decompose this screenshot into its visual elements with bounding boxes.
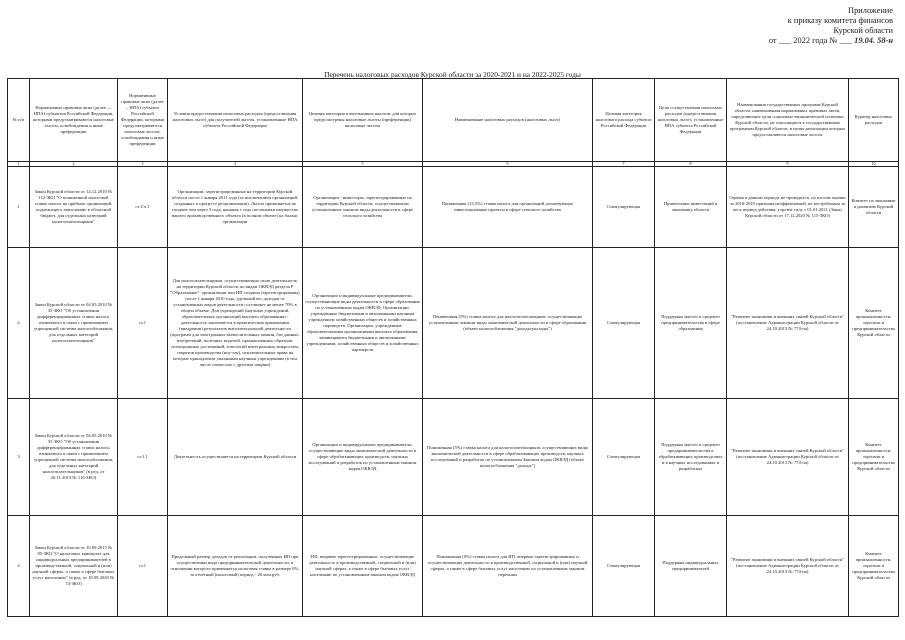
row-article: ст.1	[118, 248, 168, 399]
appendix-title: Приложение	[848, 6, 893, 15]
appendix-block	[673, 6, 893, 46]
row-target-category: Стимулирующая	[593, 248, 655, 399]
row-goal: Привлечение инвестиций в экономику области	[655, 167, 727, 248]
row-npa: Закон Курской области от 04.05.2010 № 35-ЗКО "Об установлении дифференцированных ставок налога, взимаемого в связи с применением упрощенной системы налогообложения, для отдельных категорий налогоплательщиков" (в ред. от 26.11.2015 № 116-ЗКО)	[30, 399, 118, 516]
row-program: Оценка в данном периоде не проводится, по итогам оценки за 2018-2019 признана неэффективной, не востребована за весь период действия, утратит силу с 01.01.2021 (Закон Курской области от 17.12.2020 № 115-ЗКО)	[727, 167, 849, 248]
row-number: 1	[8, 167, 30, 248]
row-program: "Развитие экономики и внешних связей Курской области" (постановление Администрации Курской области от 24.10.2013 № 774-па)	[727, 248, 849, 399]
column-number: 10	[849, 162, 899, 167]
row-npa: Закон Курской области от 10.09.2015 № 85-ЗКО "О налоговых каникулах для индивидуальных предпринимателей в производственной, социальной и (или) научной сферах, а также в сфере бытовых услуг населению" (в ред. от 18.09.2020 № 74-ЗКО)	[30, 516, 118, 617]
tax-expenditure-table	[7, 78, 899, 617]
row-name: Пониженная (13,5%) ставка налога для организаций, реализующих инвестиционные проекты в сфере сельского хозяйства	[423, 167, 593, 248]
row-npa: Закон Курской области от 04.05.2010 № 35-ЗКО "Об установлении дифференцированных ставок налога, взимаемого в связи с применением упрощенной системы налогообложения, для отдельных категорий налогоплательщиков"	[30, 248, 118, 399]
table-row	[8, 167, 899, 248]
column-number: 9	[727, 162, 849, 167]
row-name: Пониженная (5%) ставка налога для налогоплательщиков, осуществляющих виды экономической деятельности в сфере обрабатывающих производств, научных исследований и разработок по установленным Законом кодам ОКВЭД (объект налогообложения "доходы")	[423, 399, 593, 516]
header-cell: Нормативные правовые акты (далее — НПА) субъектов Российской Федерации, которыми предусматриваются налоговые льготы, освобождения и иные преференции	[30, 79, 118, 162]
header-cell: Цели осуществления налоговых расходов (предоставления налоговых льгот), установленные НПА субъекта Российской Федерации	[655, 79, 727, 162]
row-number: 2	[8, 248, 30, 399]
header-cell: Наименование налоговых расходов (налоговых льгот)	[423, 79, 593, 162]
header-cell: Наименования государственных программ Курской области, наименования нормативных правовых актов, определяющих цели социально-экономической политики Курской области, не относящиеся к государственным программам Курской области, в целях реализации которых предоставляются налоговые льготы	[727, 79, 849, 162]
row-article: ст.1/ч.1	[118, 167, 168, 248]
row-target-category: Стимулирующая	[593, 167, 655, 248]
appendix-order: к приказу комитета финансов	[787, 16, 893, 25]
table-row	[8, 516, 899, 617]
column-number: 4	[168, 162, 303, 167]
column-number: 8	[655, 162, 727, 167]
row-curator: Комитет промышленности, торговли и предпринимательства Курской области	[849, 516, 899, 617]
header-cell: № п/п	[8, 79, 30, 162]
row-program: "Развитие экономики и внешних связей Курской области" (постановление Администрации Курской области от 24.10.2013 № 774-па)	[727, 399, 849, 516]
column-number: 3	[118, 162, 168, 167]
row-goal: Поддержка малого и среднего предпринимательства в сфере образования	[655, 248, 727, 399]
row-target-category: Стимулирующая	[593, 399, 655, 516]
table-row	[8, 399, 899, 516]
row-curator: Комитет промышленности, торговли и предпринимательства Курской области	[849, 248, 899, 399]
header-row	[8, 79, 899, 162]
column-number: 5	[303, 162, 423, 167]
row-article: ст.1.1	[118, 399, 168, 516]
row-category: Организации и индивидуальные предприниматели, осуществляющие виды деятельности в сфере образования по установленным кодам ОКВЭД. Организации, учреждённые бюджетными и автономными научным учреждением хозяйственных обществ и хозяйственных партнерств. Организации, учрежденные образовательными организациями высшего образования, являющимися бюджетными и автономными учреждениями, хозяйственных обществ и хозяйственных партнерств	[303, 248, 423, 399]
row-npa: Закон Курской области от 14.12.2010 № 112-ЗКО "О пониженной налоговой ставке налога на прибыль организаций, подлежащего зачислению в областной бюджет, для отдельных категорий налогоплательщиков"	[30, 167, 118, 248]
row-category: Организации и индивидуальные предприниматели, осуществляющие виды экономической деятельности в сфере обрабатывающих производств, научных исследований и разработок по установленным законом кодам ОКВЭД	[303, 399, 423, 516]
document-title: Перечень налоговых расходов Курской области за 2020-2021 и на 2022-2025 годы	[324, 70, 581, 79]
appendix-date-handwritten: 19.04.	[854, 36, 876, 45]
appendix-date-line	[673, 36, 893, 46]
row-name: Пониженная (0%) ставка налога для ИП, впервые зарегистрированных и осуществляющих деятельность в производственной, социальной и (или) научной сферах, а также в сфере бытовых услуг населению по установленным законом перечням	[423, 516, 593, 617]
header-cell: Условия предоставления налоговых расходов (предоставления налоговых льгот) для получателей льготы, установленные НПА субъекта Российской Федерации	[168, 79, 303, 162]
row-conditions: Деятельность осуществляется на территории Курской области	[168, 399, 303, 516]
header-cell: Целевая категория налогового расхода субъекта Российской Федерации	[593, 79, 655, 162]
appendix-date-template: от ___ 2022 года № ___	[768, 36, 853, 45]
header-cell: Целевая категория плательщиков налогов, для которых предусмотрены налоговые льготы (преференции) налоговые льготы	[303, 79, 423, 162]
row-article: ст.1	[118, 516, 168, 617]
row-category: Организации - инвесторы, зарегистрированные на территории Курской области, осуществляющие установленные законом виды деятельности в сфере сельского хозяйства	[303, 167, 423, 248]
row-curator: Комитет по экономике и развитию Курской области	[849, 167, 899, 248]
row-conditions: Предельный размер доходов от реализации, полученных ИП при осуществлении вида предпринимательской деятельности, в отношении которого применяется налоговая ставка в размере 0%, за отчётный (налоговый) период - 20 млн.руб.	[168, 516, 303, 617]
row-target-category: Стимулирующая	[593, 516, 655, 617]
row-conditions: Организации, зарегистрированные на территории Курской области после 1 января 2011 года (за исключением организаций, созданных в процессе реорганизации). Льгота применяется не позднее чем через 3 года, начиная с года постановки имущества вашего производственного объекта (в полном объеме) на баланс организации	[168, 167, 303, 248]
row-number: 3	[8, 399, 30, 516]
row-goal: Поддержка малого и среднего предпринимательства в обрабатывающих производствах и в научных исследованиях и разработках	[655, 399, 727, 516]
column-number: 7	[593, 162, 655, 167]
column-number: 1	[8, 162, 30, 167]
row-number: 4	[8, 516, 30, 617]
appendix-region: Курской области	[833, 26, 893, 35]
row-conditions: Для налогоплательщиков, осуществляющих свою деятельность на территории Курской области по видам ОКВЭД раздела Р "Образование": организации или ИП созданы (зарегистрированы) после 1 января 2010 года, удельный вес доходов от установленных видов деятельности составляет не менее 70% в общем объеме. Для учреждений (научных учреждений, образовательных организаций высшего образования) - деятельность заключается в практическом применении (внедрении) результатов интеллектуальной деятельности (программ для электронных вычислительных машин, баз данных, изобретений, полезных моделей, промышленных образцов, селекционных достижений, топологий интегральных микросхем, секретов производства (ноу-хау), исключительные права на которые принадлежат указанным научным учреждениям (в том числе совместно с другими лицами)	[168, 248, 303, 399]
header-cell: Куратор налоговых расходов	[849, 79, 899, 162]
row-program: "Развитие экономики и внешних связей Курской области" (постановление Администрации Курской области от 24.10.2013 № 774-па)	[727, 516, 849, 617]
row-name: Пониженная (5%) ставка налога для налогоплательщиков, осуществляющих установленные законом виды экономической деятельности в сфере образования (объект налогообложения "доходы-расходы")	[423, 248, 593, 399]
header-cell: Нормативные правовые акты (далее – НПА) субъекта Российской Федерации, которыми предусматриваются налоговые льготы, освобождения и иные преференции	[118, 79, 168, 162]
row-curator: Комитет промышленности, торговли и предпринимательства Курской области	[849, 399, 899, 516]
appendix-number-handwritten: 58-н	[877, 36, 893, 45]
column-number: 6	[423, 162, 593, 167]
row-category: ИП, впервые зарегистрированные, осуществляющие деятельность в производственной, социальной и (или) научной сферах, а также в сфере бытовых услуг населению по установленным законом кодам ОКВЭД	[303, 516, 423, 617]
column-number: 2	[30, 162, 118, 167]
row-goal: Поддержка индивидуальных предпринимателей	[655, 516, 727, 617]
table-row	[8, 248, 899, 399]
